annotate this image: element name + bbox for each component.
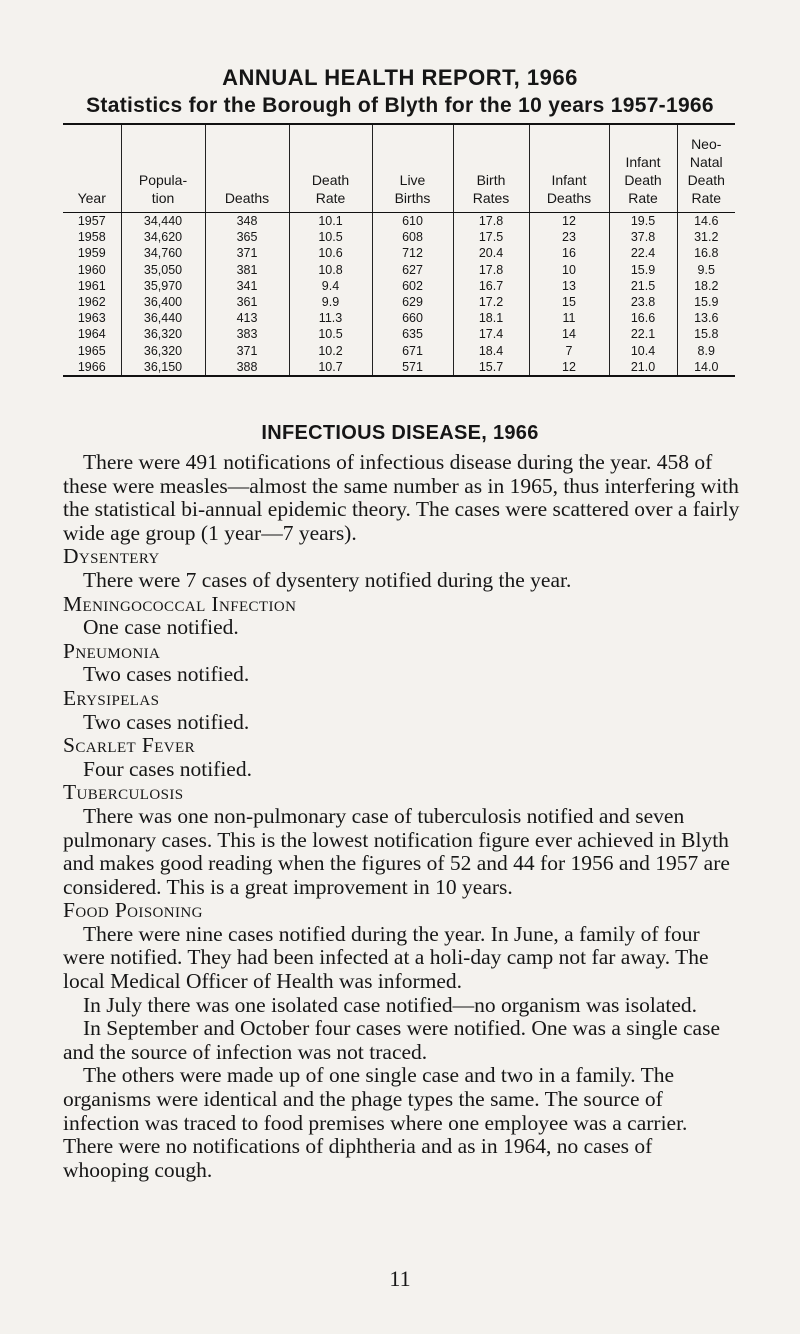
- table-cell: 36,320: [121, 326, 205, 342]
- table-cell: 388: [205, 359, 289, 376]
- dysentery-heading: Dysentery: [63, 544, 160, 569]
- table-cell: 18.4: [453, 343, 529, 359]
- erysipelas-text: Two cases notified.: [83, 709, 250, 734]
- table-cell: 348: [205, 213, 289, 230]
- statistics-table: [63, 123, 735, 377]
- column-header: Popula- tion: [121, 124, 205, 213]
- table-cell: 12: [529, 359, 609, 376]
- table-cell: 627: [372, 262, 453, 278]
- table-cell: 34,440: [121, 213, 205, 230]
- section-title: INFECTIOUS DISEASE, 1966: [261, 422, 539, 444]
- table-cell: 1960: [77, 262, 106, 277]
- food-poisoning-text-2: In July there was one isolated case notified—no organism was isolated.: [83, 992, 697, 1017]
- table-cell: 13.6: [677, 310, 735, 326]
- table-cell: 10.2: [289, 343, 372, 359]
- table-cell: 17.8: [453, 262, 529, 278]
- table-cell: 14: [529, 326, 609, 342]
- table-row: [63, 359, 735, 376]
- table-cell: 10.7: [289, 359, 372, 376]
- table-cell: 635: [372, 326, 453, 342]
- table-cell: 12: [529, 213, 609, 230]
- section-body: [63, 451, 741, 1182]
- food-poisoning-text-3: In September and October four cases were notified. One was a single case and the source of infection was not traced.: [63, 1016, 720, 1064]
- intro-paragraph: There were 491 notifications of infectious disease during the year. 458 of these were measles—almost the same number as in 1965, thus interfering with the statistical bi-annual epidemic theory. The cases were scattered over a fairly wide age group (1 year—7 years).: [63, 450, 740, 545]
- erysipelas-heading: Erysipelas: [63, 685, 160, 710]
- tuberculosis-text: There was one non-pulmonary case of tuberculosis notified and seven pulmonary cases. This is the lowest notification figure ever achieved in Blyth and makes good reading when the figures of 52 and 44 for 1956 and 1957 are considered. This is a great improvement in 10 years.: [63, 803, 730, 899]
- tuberculosis-heading: Tuberculosis: [63, 780, 184, 805]
- report-subtitle: Statistics for the Borough of Blyth for the 10 years 1957-1966: [86, 94, 714, 117]
- column-header: Neo- Natal Death Rate: [677, 124, 735, 213]
- table-cell: 608: [372, 229, 453, 245]
- table-cell: 1958: [77, 230, 106, 245]
- table-cell: 19.5: [609, 213, 677, 230]
- table-cell: 18.2: [677, 278, 735, 294]
- table-cell: 712: [372, 245, 453, 261]
- table-cell: 11: [529, 310, 609, 326]
- column-header: Live Births: [372, 124, 453, 213]
- meningococcal-heading: Meningococcal Infection: [63, 591, 297, 616]
- table-row: [63, 294, 735, 310]
- table-cell: 10: [529, 262, 609, 278]
- table-cell: 1964: [77, 327, 106, 342]
- table-cell: 1965: [77, 343, 106, 358]
- table-cell: 16.7: [453, 278, 529, 294]
- table-cell: 361: [205, 294, 289, 310]
- table-cell: 381: [205, 262, 289, 278]
- table-cell: 21.5: [609, 278, 677, 294]
- table-row: [63, 229, 735, 245]
- meningococcal-text: One case notified.: [83, 615, 239, 640]
- table-cell: 8.9: [677, 343, 735, 359]
- table-cell: 36,320: [121, 343, 205, 359]
- table-cell: 660: [372, 310, 453, 326]
- column-header: Death Rate: [289, 124, 372, 213]
- table-cell: 15.9: [609, 262, 677, 278]
- table-cell: 34,760: [121, 245, 205, 261]
- food-poisoning-text-1: There were nine cases notified during the year. In June, a family of four were notified. They had been infected at a holi-day camp not far away. The local Medical Officer of Health was informed.: [63, 921, 709, 994]
- table-cell: 10.1: [289, 213, 372, 230]
- table-cell: 365: [205, 229, 289, 245]
- table-cell: 16: [529, 245, 609, 261]
- table-cell: 10.8: [289, 262, 372, 278]
- table-cell: 14.0: [677, 359, 735, 376]
- table-cell: 23.8: [609, 294, 677, 310]
- table-cell: 20.4: [453, 245, 529, 261]
- table-cell: 15.9: [677, 294, 735, 310]
- table-cell: 1962: [77, 295, 106, 310]
- column-header: Year: [63, 124, 121, 213]
- table-cell: 15: [529, 294, 609, 310]
- table-cell: 9.9: [289, 294, 372, 310]
- table-cell: 341: [205, 278, 289, 294]
- table-cell: 14.6: [677, 213, 735, 230]
- table-cell: 36,400: [121, 294, 205, 310]
- table-cell: 610: [372, 213, 453, 230]
- table-cell: 671: [372, 343, 453, 359]
- table-cell: 413: [205, 310, 289, 326]
- table-row: [63, 245, 735, 261]
- table-cell: 10.4: [609, 343, 677, 359]
- table-cell: 1957: [77, 214, 106, 228]
- table-cell: 22.4: [609, 245, 677, 261]
- table-cell: 1966: [63, 359, 121, 376]
- table-cell: 371: [205, 245, 289, 261]
- pneumonia-heading: Pneumonia: [63, 638, 161, 663]
- table-cell: 36,150: [121, 359, 205, 376]
- table-cell: 13: [529, 278, 609, 294]
- table-cell: 34,620: [121, 229, 205, 245]
- table-cell: 10.5: [289, 326, 372, 342]
- table-cell: 7: [529, 343, 609, 359]
- table-cell: 36,440: [121, 310, 205, 326]
- food-poisoning-heading: Food Poisoning: [63, 898, 203, 923]
- table-row: [63, 213, 735, 230]
- column-header: Infant Death Rate: [609, 124, 677, 213]
- table-cell: 17.2: [453, 294, 529, 310]
- table-row: [63, 326, 735, 342]
- table-row: [63, 278, 735, 294]
- table-body: [63, 213, 735, 377]
- table-row: [63, 310, 735, 326]
- column-header: Infant Deaths: [529, 124, 609, 213]
- table-cell: 383: [205, 326, 289, 342]
- pneumonia-text: Two cases notified.: [83, 662, 250, 687]
- table-cell: 17.8: [453, 213, 529, 230]
- table-cell: 22.1: [609, 326, 677, 342]
- table-cell: 1959: [77, 246, 106, 261]
- table-cell: 16.8: [677, 245, 735, 261]
- table-cell: 15.7: [453, 359, 529, 376]
- table-cell: 37.8: [609, 229, 677, 245]
- table-cell: 1963: [77, 311, 106, 326]
- table-cell: 602: [372, 278, 453, 294]
- column-header: Deaths: [205, 124, 289, 213]
- table-cell: 21.0: [609, 359, 677, 376]
- table-cell: 17.5: [453, 229, 529, 245]
- page-number: 11: [389, 1266, 411, 1291]
- table-cell: 9.5: [677, 262, 735, 278]
- table-cell: 15.8: [677, 326, 735, 342]
- table-cell: 10.6: [289, 245, 372, 261]
- table-cell: 1961: [77, 278, 106, 293]
- table-header-row: [63, 124, 735, 213]
- table-cell: 571: [372, 359, 453, 376]
- table-cell: 18.1: [453, 310, 529, 326]
- table-cell: 10.5: [289, 229, 372, 245]
- table-cell: 629: [372, 294, 453, 310]
- table-cell: 31.2: [677, 229, 735, 245]
- food-poisoning-text-4: The others were made up of one single case and two in a family. The organisms were identical and the phage types the same. The source of infection was traced to food premises where one employee was a carrier. There were no notifications of diphtheria and as in 1964, no cases of whooping cough.: [63, 1063, 688, 1182]
- table-cell: 35,970: [121, 278, 205, 294]
- table-row: [63, 343, 735, 359]
- scarlet-fever-text: Four cases notified.: [83, 756, 252, 781]
- report-title: ANNUAL HEALTH REPORT, 1966: [222, 65, 578, 90]
- table-row: [63, 262, 735, 278]
- table-cell: 35,050: [121, 262, 205, 278]
- table-cell: 11.3: [289, 310, 372, 326]
- table-cell: 9.4: [289, 278, 372, 294]
- table-cell: 16.6: [609, 310, 677, 326]
- scarlet-fever-heading: Scarlet Fever: [63, 733, 195, 758]
- column-header: Birth Rates: [453, 124, 529, 213]
- table-cell: 23: [529, 229, 609, 245]
- table-cell: 17.4: [453, 326, 529, 342]
- table-cell: 371: [205, 343, 289, 359]
- dysentery-text: There were 7 cases of dysentery notified during the year.: [83, 567, 572, 592]
